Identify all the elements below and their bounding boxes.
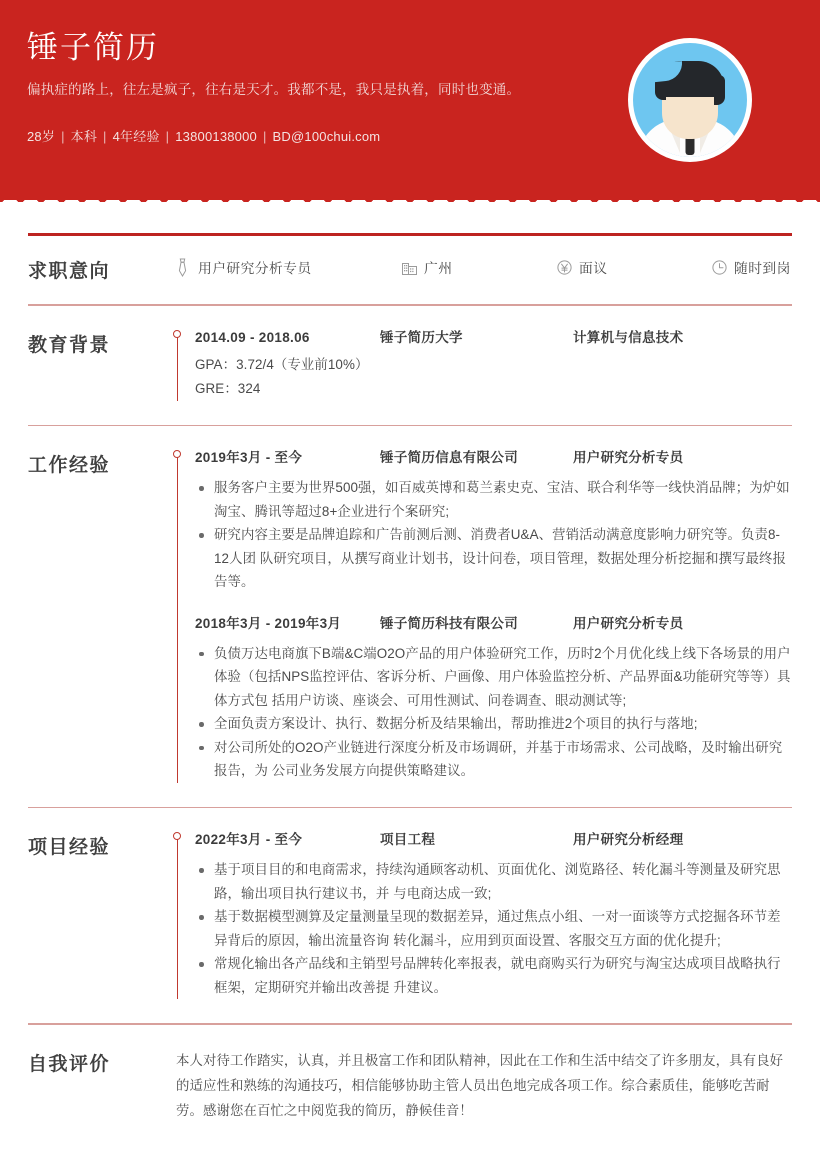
contact-line [27,128,587,146]
project-bullet-list [195,858,792,999]
intent-availability-label: 随时到岗 [734,261,791,276]
intent-item-availability [712,257,792,277]
section-education [28,306,792,425]
self-evaluation-text: 本人对待工作踏实，认真，并且极富工作和团队精神，因此在工作和生活中结交了许多朋友，具有良好的适应性和熟练的沟通技巧，相信能够协助主管人员出色地完成各项工作。综合素质佳，能够吃苦耐劳。感谢您在百忙之中阅览我的简历，静候佳音！ [176,1052,784,1118]
avatar [628,38,752,162]
education-major: 计算机与信息技术 [573,329,684,345]
necktie-icon [176,258,198,277]
timeline-dot [173,450,181,458]
project-entry [195,830,792,999]
work-entry-header [195,448,792,467]
list-item: 负债万达电商旗下B端&C端O2O产品的用户体验研究工作，历时2个月优化线上线下各场景的用户体验（包括NPS监控评估、客诉分析、户画像、用户体验监控分析、产品界面&功能研究等等）具体方式包 括用户访谈、座谈会、可用性测试、问卷调查、眼动测试等; [195,642,792,713]
list-item: 服务客户主要为世界500强，如百威英博和葛兰素史克、宝洁、联合利华等一线快消品牌；为炉如淘宝、腾讯等超过8+企业进行个案研究; [195,476,792,523]
yen-circle-icon [557,260,579,275]
work-entry-header [195,614,792,633]
education-timeline [176,328,792,401]
contact-email: BD@100chui.com [272,129,381,144]
list-item: 对公司所处的O2O产业链进行深度分析及市场调研，并基于市场需求、公司战略，及时输出研究报告，为 公司业务发展方向提供策略建议。 [195,736,792,783]
header-tagline: 偏执症的路上，往左是疯子，往右是天才。我都不是，我只是执着，同时也变通。 [27,82,521,97]
timeline-dot [173,330,181,338]
timeline-dot [173,832,181,840]
contact-experience: 4年经验 [112,129,160,144]
project-entry-header [195,830,792,849]
work-entry [195,614,792,783]
work-role: 用户研究分析专员 [573,615,684,631]
resume-header [0,0,820,200]
contact-separator: | [262,129,267,144]
work-date: 2019年3月 - 至今 [195,450,303,466]
section-label-work-experience: 工作经验 [28,455,111,477]
intent-position-label: 用户研究分析专员 [198,261,312,276]
section-job-intention [28,236,792,304]
contact-education: 本科 [70,129,98,144]
list-item: 常规化输出各产品线和主销型号品牌转化率报表，就电商购买行为研究与淘宝达成项目战略执行框架，定期研究并输出改善提 升建议。 [195,952,792,999]
list-item: 基于项目目的和电商需求，持续沟通顾客动机、页面优化、浏览路径、转化漏斗等测量及研究思路，输出项目执行建议书，并 与电商达成一致; [195,858,792,905]
header-text-block [27,28,587,146]
job-intention-row [176,254,792,277]
intent-salary-label: 面议 [579,261,608,276]
education-gre: GRE：324 [195,380,261,396]
intent-item-salary [557,257,712,277]
project-date: 2022年3月 - 至今 [195,832,303,848]
education-school: 锤子简历大学 [380,329,463,345]
building-icon [402,260,424,275]
project-name: 项目工程 [380,832,436,848]
list-item: 全面负责方案设计、执行、数据分析及结果输出，帮助推进2个项目的执行与落地; [195,712,792,736]
section-project-experience [28,808,792,1023]
work-entry [195,448,792,594]
education-date: 2014.09 - 2018.06 [195,329,310,345]
contact-age: 28岁 [27,129,56,144]
section-label-education: 教育背景 [28,334,111,356]
contact-separator: | [103,129,107,144]
work-timeline [176,448,792,783]
work-company: 锤子简历信息有限公司 [380,450,518,466]
section-self-evaluation [28,1025,792,1147]
list-item: 研究内容主要是品牌追踪和广告前测后测、消费者U&A、营销活动满意度影响力研究等。负责8-12人团 队研究项目，从撰写商业计划书，设计问卷，项目管理，数据处理分析挖掘和撰写最终报告等。 [195,523,792,594]
avatar-illustration [633,43,747,157]
section-work-experience [28,426,792,807]
clock-icon [712,260,734,275]
contact-separator: | [61,129,65,144]
work-company: 锤子简历科技有限公司 [380,615,518,631]
education-gpa: GPA：3.72/4（专业前10%） [195,356,369,372]
section-label-project-experience: 项目经验 [28,837,111,859]
intent-item-position [176,257,402,277]
resume-body [0,233,820,1147]
section-label-job-intention: 求职意向 [28,261,111,282]
page-title: 锤子简历 [27,30,159,65]
work-bullet-list [195,476,792,594]
zigzag-edge [0,186,820,202]
intent-city-label: 广州 [424,261,453,276]
education-entry-header [195,328,792,347]
intent-item-city [402,257,557,277]
project-timeline [176,830,792,999]
work-role: 用户研究分析专员 [573,450,684,466]
section-label-self-evaluation: 自我评价 [28,1053,111,1075]
work-bullet-list [195,642,792,783]
work-date: 2018年3月 - 2019年3月 [195,615,342,631]
project-role: 用户研究分析经理 [573,832,684,848]
list-item: 基于数据模型测算及定量测量呈现的数据差异，通过焦点小组、一对一面谈等方式挖掘各环节差异背后的原因，输出流量咨询 转化漏斗，应用到页面设置、客服交互方面的优化提升; [195,905,792,952]
contact-phone: 13800138000 [175,129,257,144]
contact-separator: | [165,129,170,144]
